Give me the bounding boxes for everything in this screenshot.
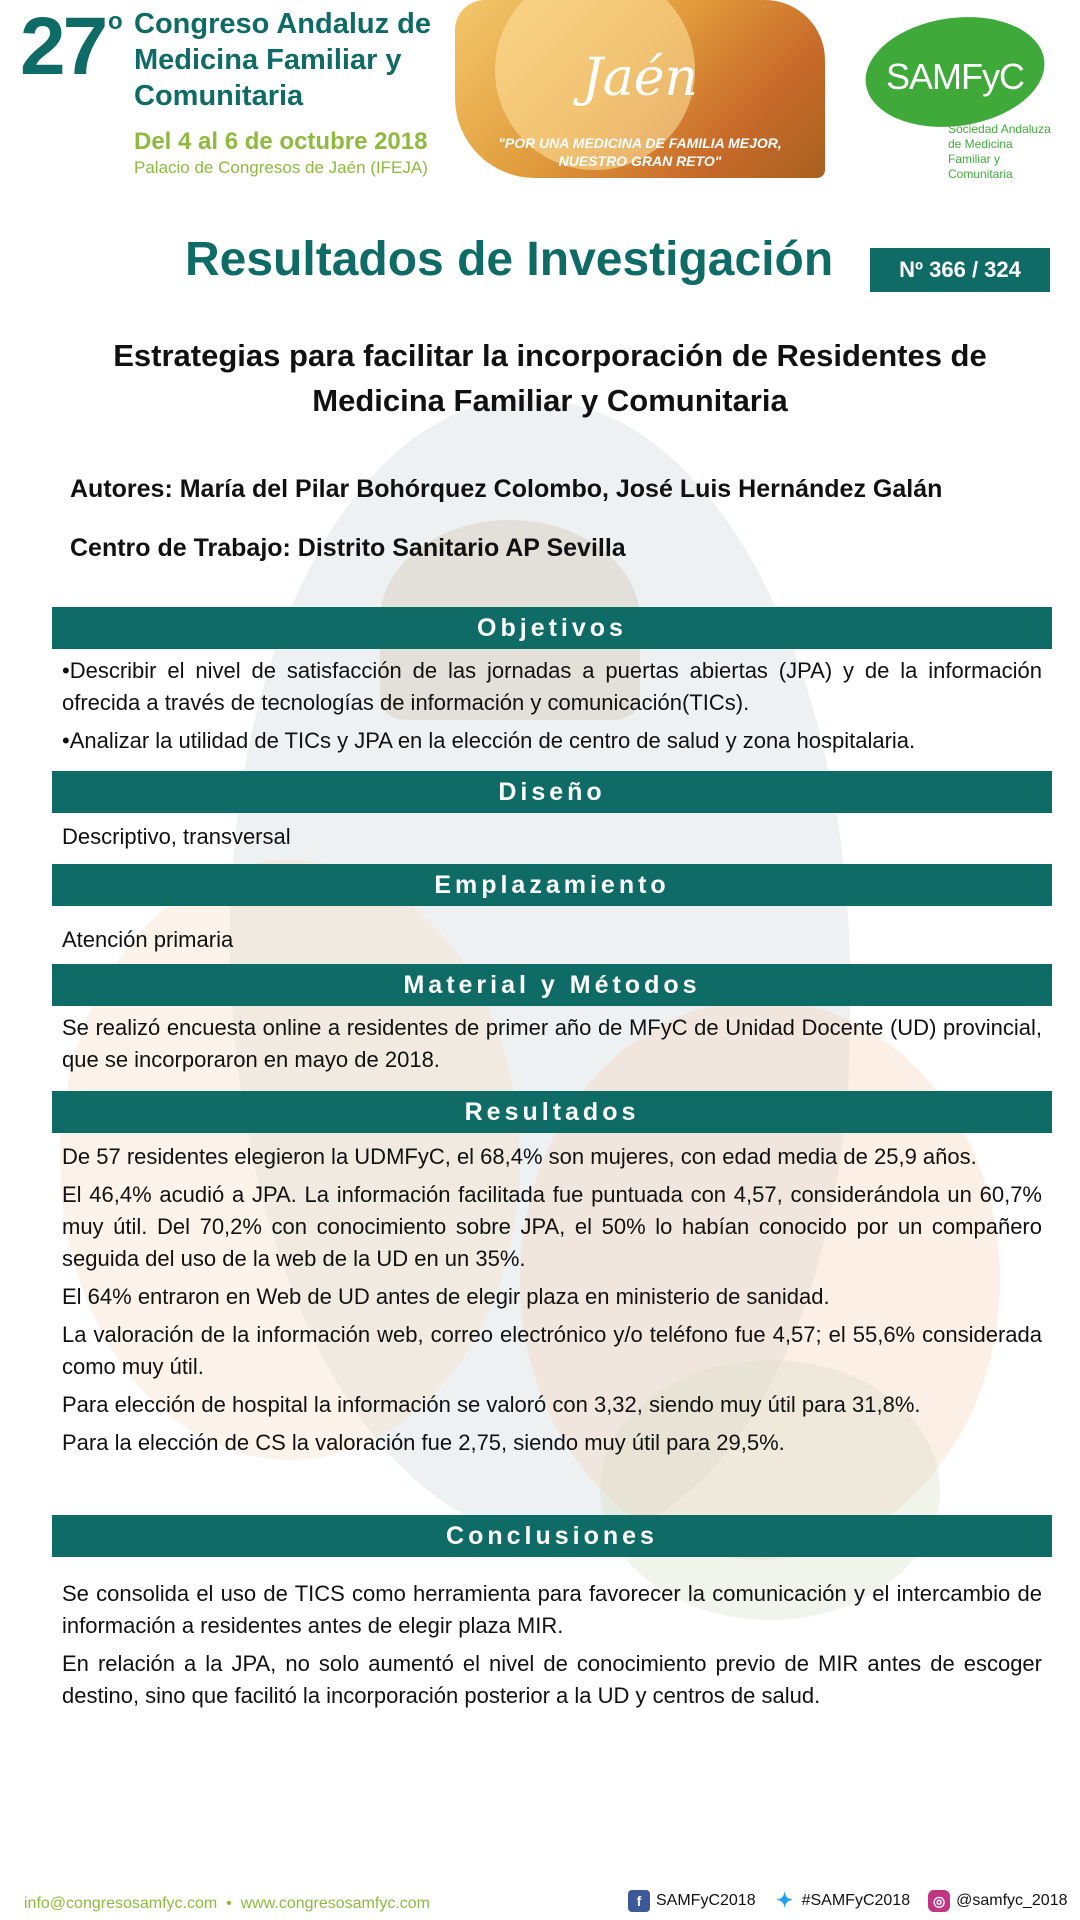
result-item: De 57 residentes elegieron la UDMFyC, el 68,4% son mujeres, con edad media de 25,9 años.: [62, 1144, 977, 1169]
congress-dates: Del 4 al 6 de octubre 2018: [134, 128, 428, 155]
footer-website[interactable]: www.congresosamfyc.com: [240, 1895, 430, 1912]
twitter-handle[interactable]: #SAMFyC2018: [801, 1892, 911, 1909]
result-item: La valoración de la información web, correo electrónico y/o teléfono fue 4,57; el 55,6% considerada como muy útil.: [62, 1322, 1042, 1379]
facebook-icon[interactable]: f: [628, 1890, 650, 1912]
authors: Autores: María del Pilar Bohórquez Colombo, José Luis Hernández Galán: [70, 475, 943, 503]
section-text: Descriptivo, transversal: [62, 824, 291, 849]
conclusion-item: Se consolida el uso de TICS como herramienta para favorecer la comunicación y el intercambio de información a residentes antes de elegir plaza MIR.: [62, 1581, 1042, 1638]
samfyc-logo-text: SAMFyC: [886, 56, 1024, 97]
objective-item: •Analizar la utilidad de TICs y JPA en la elección de centro de salud y zona hospitalaria.: [62, 728, 916, 753]
footer-contact: [24, 1895, 430, 1913]
result-item: Para la elección de CS la valoración fue 2,75, siendo muy útil para 29,5%.: [62, 1430, 785, 1455]
section-heading-emplazamiento: Emplazamiento: [52, 864, 1052, 906]
city-banner: [455, 0, 825, 178]
objective-item: •Describir el nivel de satisfacción de las jornadas a puertas abiertas (JPA) y de la información ofrecida a través de tecnologías de información y comunicación(TICs).: [62, 658, 1042, 715]
section-text: Se realizó encuesta online a residentes de primer año de MFyC de Unidad Docente (UD) provincial, que se incorporaron en mayo de 2018.: [62, 1015, 1042, 1072]
work-center: Centro de Trabajo: Distrito Sanitario AP Sevilla: [70, 534, 626, 562]
section-body-material: [62, 1012, 1042, 1082]
instagram-handle[interactable]: @samfyc_2018: [956, 1892, 1068, 1909]
section-text: Atención primaria: [62, 927, 234, 952]
congress-slogan: "POR UNA MEDICINA DE FAMILIA MEJOR, NUESTRO GRAN RETO": [498, 135, 782, 169]
section-body-resultados: [62, 1141, 1042, 1465]
section-body-emplazamiento: [62, 924, 1042, 962]
poster-header: [0, 0, 1080, 180]
samfyc-logo-subtitle: Sociedad Andaluza de Medicina Familiar y Comunitaria: [948, 122, 1051, 181]
section-heading-material: Material y Métodos: [52, 964, 1052, 1006]
congress-venue: Palacio de Congresos de Jaén (IFEJA): [134, 158, 428, 177]
footer-separator: •: [226, 1895, 232, 1912]
edition-suffix: o: [108, 8, 123, 35]
section-body-objetivos: [62, 655, 1042, 763]
city-name: Jaén: [581, 48, 699, 108]
result-item: Para elección de hospital la información se valoró con 3,32, siendo muy útil para 31,8%.: [62, 1392, 921, 1417]
footer-social: [628, 1890, 1068, 1912]
section-body-diseno: [62, 821, 1042, 859]
result-item: El 46,4% acudió a JPA. La información facilitada fue puntuada con 4,57, considerándola un 60,7% muy útil. Del 70,2% con conocimiento sobre JPA, el 50% lo habían conocido por un compañero seguida del uso de la web de la UD en un 35%.: [62, 1182, 1042, 1271]
conclusion-item: En relación a la JPA, no solo aumentó el nivel de conocimiento previo de MIR antes de escoger destino, sino que facilitó la incorporación posterior a la UD y centros de salud.: [62, 1651, 1042, 1708]
section-heading-diseno: Diseño: [52, 771, 1052, 813]
paper-title: Estrategias para facilitar la incorporación de Residentes de Medicina Familiar y Comunitaria: [113, 338, 987, 418]
number-badge: Nº 366 / 324: [870, 248, 1050, 292]
instagram-icon[interactable]: ◎: [928, 1890, 950, 1912]
section-heading-resultados: Resultados: [52, 1091, 1052, 1133]
result-item: El 64% entraron en Web de UD antes de elegir plaza en ministerio de sanidad.: [62, 1284, 830, 1309]
facebook-handle[interactable]: SAMFyC2018: [656, 1892, 756, 1909]
congress-title: Congreso Andaluz de Medicina Familiar y Comunitaria: [134, 8, 431, 112]
section-heading-objetivos: Objetivos: [52, 607, 1052, 649]
page-title: Resultados de Investigación: [185, 233, 834, 286]
edition-number: 27: [20, 1, 106, 92]
section-body-conclusiones: [62, 1578, 1042, 1718]
section-heading-conclusiones: Conclusiones: [52, 1515, 1052, 1557]
twitter-icon[interactable]: ✦: [776, 1890, 793, 1912]
footer-email[interactable]: info@congresosamfyc.com: [24, 1895, 218, 1912]
